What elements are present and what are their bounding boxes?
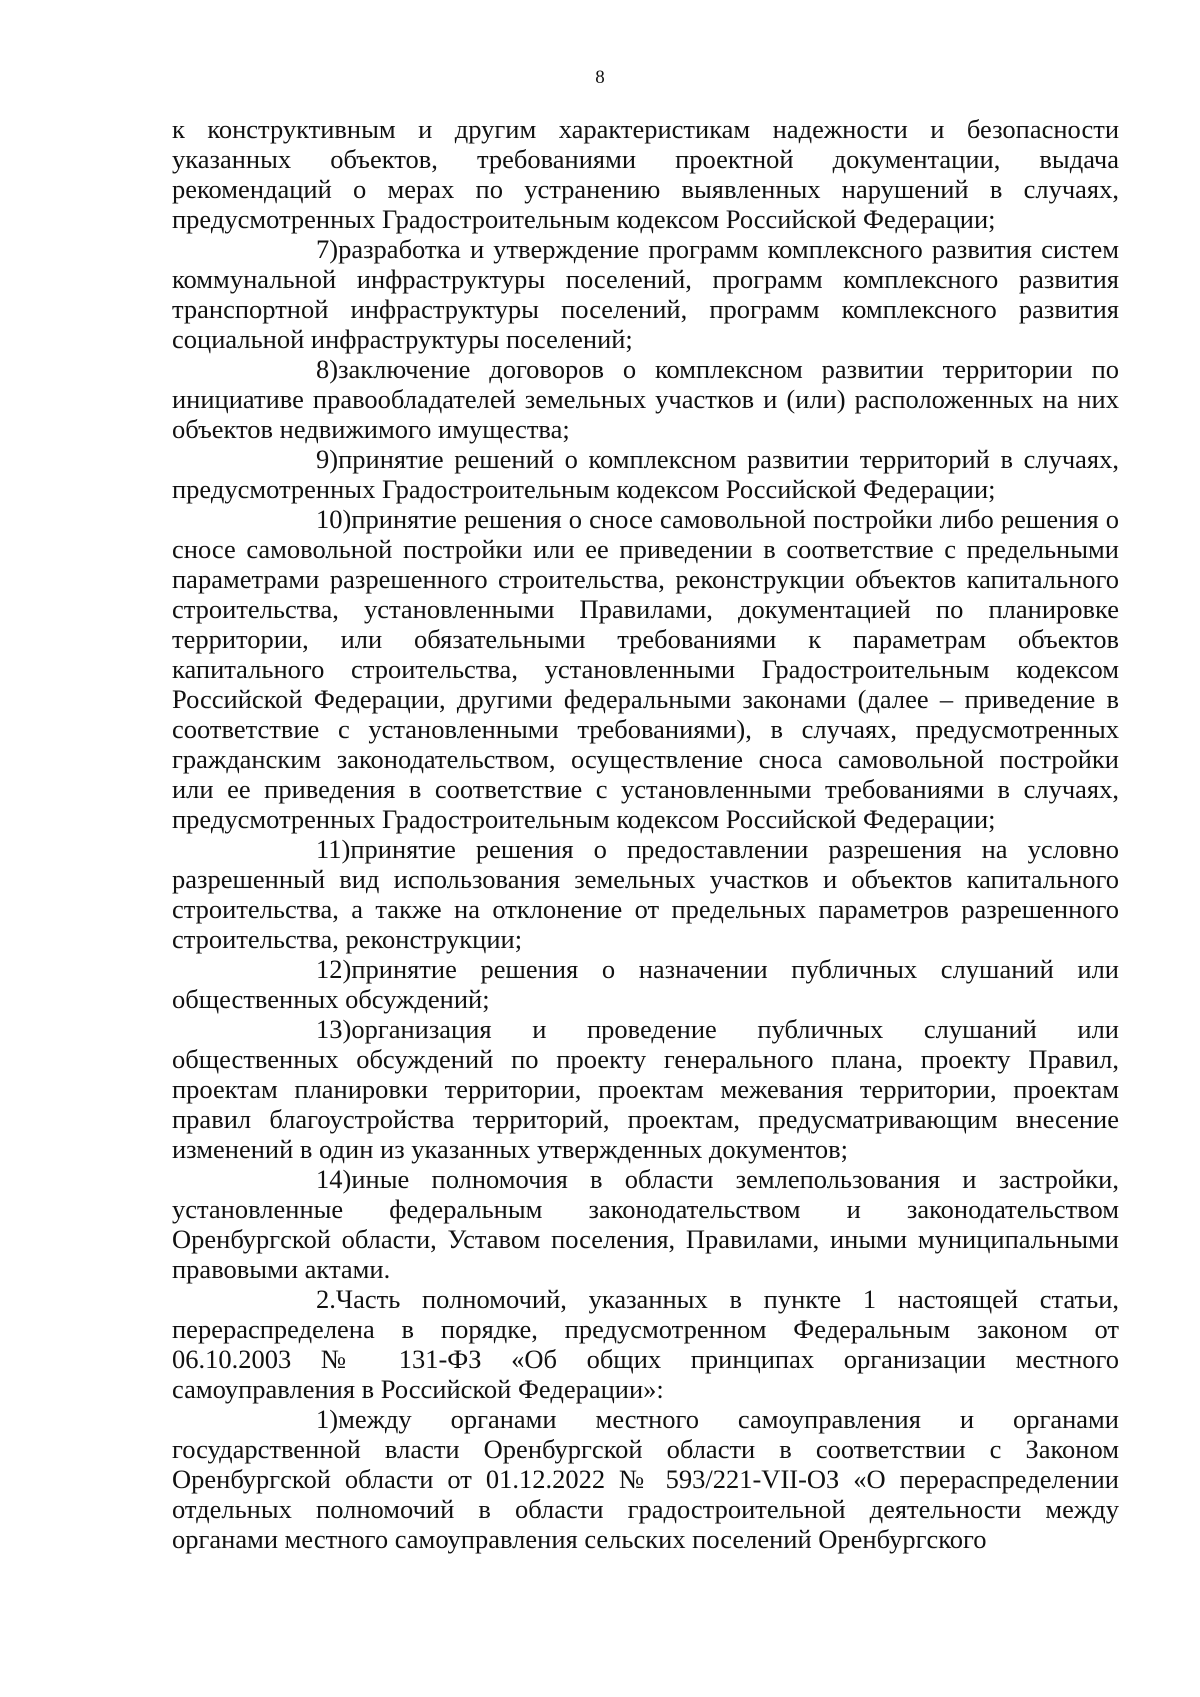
paragraph [172, 1164, 1119, 1284]
paragraph-text: принятие решения о сносе самовольной постройки либо решения о сносе самовольной постройки или ее приведении в соответствие с предельными параметрами разрешенного строительства, реконструкции объектов капитального строительства, установленными Правилами, документацией по планировке территории, или обязательными требованиями к параметрам объектов капитального строительства, установленными Градостроительным кодексом Российской Федерации, другими федеральными законами (далее – приведение в соответствие с установленными требованиями), в случаях, предусмотренных гражданским законодательством, осуществление сноса самовольной постройки или ее приведения в соответствие с установленными требованиями в случаях, предусмотренных Градостроительным кодексом Российской Федерации; [172, 504, 1119, 834]
item-number: 8) [316, 354, 339, 384]
paragraph-text: разработка и утверждение программ комплексного развития систем коммунальной инфраструктуры поселений, программ комплексного развития транспортной инфраструктуры поселений, программ комплексного развития социальной инфраструктуры поселений; [172, 234, 1119, 354]
paragraph [172, 1014, 1119, 1164]
paragraph [172, 114, 1119, 234]
paragraph-text: между органами местного самоуправления и органами государственной власти Оренбургской области в соответствии с Законом Оренбургской области от 01.12.2022 № 593/221-VII-ОЗ «О перераспределении отдельных полномочий в области градостроительной деятельности между органами местного самоуправления сельских поселений Оренбургского [172, 1404, 1119, 1554]
paragraph [172, 1284, 1119, 1404]
paragraph [172, 504, 1119, 834]
paragraph-text: организация и проведение публичных слушаний или общественных обсуждений по проекту генерального плана, проекту Правил, проектам планировки территории, проектам межевания территории, проектам правил благоустройства территорий, проектам, предусматривающим внесение изменений в один из указанных утвержденных документов; [172, 1014, 1119, 1164]
paragraph [172, 954, 1119, 1014]
paragraph [172, 234, 1119, 354]
item-number: 9) [316, 444, 339, 474]
paragraph-text: к конструктивным и другим характеристикам надежности и безопасности указанных объектов, требованиями проектной документации, выдача рекомендаций о мерах по устранению выявленных нарушений в случаях, предусмотренных Градостроительным кодексом Российской Федерации; [172, 114, 1119, 234]
item-number: 2. [316, 1284, 336, 1314]
paragraph-text: принятие решения о назначении публичных слушаний или общественных обсуждений; [172, 954, 1119, 1014]
item-number: 1) [316, 1404, 339, 1434]
document-body [172, 114, 1119, 1554]
paragraph-text: иные полномочия в области землепользования и застройки, установленные федеральным законодательством и законодательством Оренбургской области, Уставом поселения, Правилами, иными муниципальными правовыми актами. [172, 1164, 1119, 1284]
paragraph [172, 354, 1119, 444]
paragraph-text: принятие решения о предоставлении разрешения на условно разрешенный вид использования земельных участков и объектов капитального строительства, а также на отклонение от предельных параметров разрешенного строительства, реконструкции; [172, 834, 1119, 954]
paragraph [172, 444, 1119, 504]
paragraph-text: Часть полномочий, указанных в пункте 1 настоящей статьи, перераспределена в порядке, предусмотренном Федеральным законом от 06.10.2003 № 131-ФЗ «Об общих принципах организации местного самоуправления в Российской Федерации»: [172, 1284, 1119, 1404]
item-number: 12) [316, 954, 352, 984]
paragraph-text: принятие решений о комплексном развитии территорий в случаях, предусмотренных Градостроительным кодексом Российской Федерации; [172, 444, 1119, 504]
paragraph [172, 834, 1119, 954]
item-number: 10) [316, 504, 352, 534]
item-number: 11) [316, 834, 351, 864]
paragraph [172, 1404, 1119, 1554]
paragraph-text: заключение договоров о комплексном развитии территории по инициативе правообладателей земельных участков и (или) расположенных на них объектов недвижимого имущества; [172, 354, 1119, 444]
page-number: 8 [595, 67, 605, 88]
item-number: 7) [316, 234, 339, 264]
item-number: 14) [316, 1164, 352, 1194]
item-number: 13) [316, 1014, 352, 1044]
